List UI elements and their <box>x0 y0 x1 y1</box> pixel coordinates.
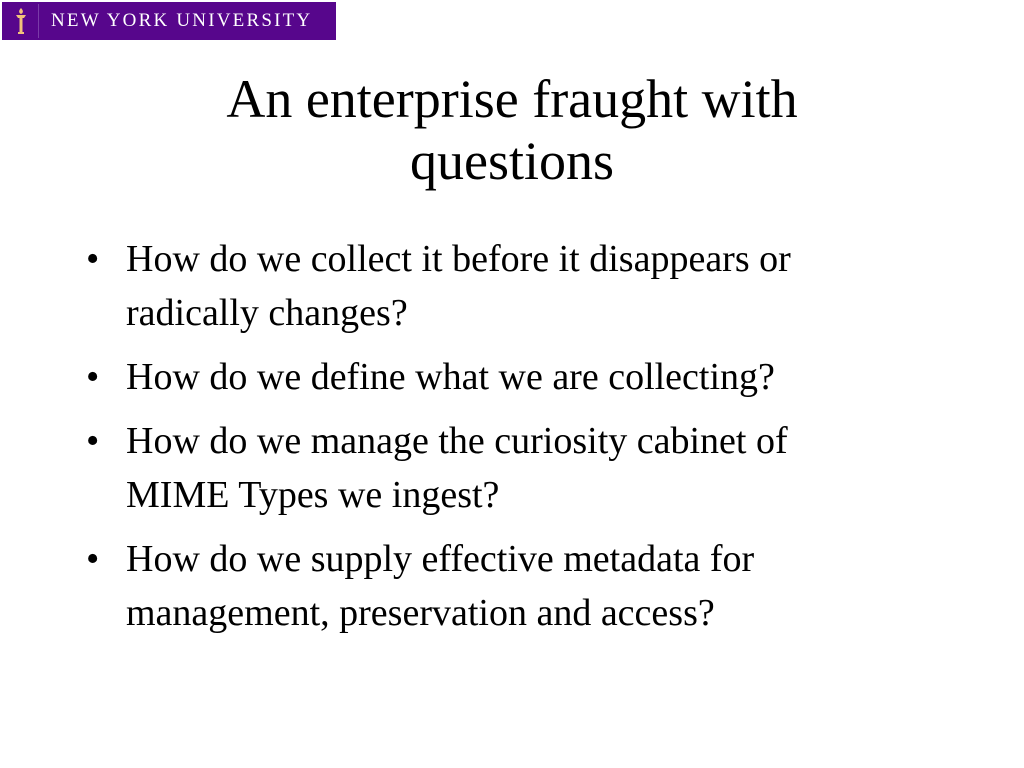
bullet-item <box>86 232 956 340</box>
bullet-line: radically changes? <box>126 292 408 334</box>
bullet-line: How do we collect it before it disappears or <box>126 238 791 280</box>
title-line: questions <box>409 131 614 191</box>
slide-title <box>0 68 1024 192</box>
bullet-line: MIME Types we ingest? <box>126 474 500 516</box>
bullet-item <box>86 532 956 640</box>
bullet-line: management, preservation and access? <box>126 592 715 634</box>
bullet-item <box>86 414 956 522</box>
torch-icon <box>4 4 39 38</box>
bullet-icon: • <box>86 356 100 398</box>
bullet-item <box>86 350 956 404</box>
bullet-icon: • <box>86 420 100 462</box>
bullet-icon: • <box>86 538 100 580</box>
bullet-list <box>86 232 956 650</box>
bullet-line: How do we define what we are collecting? <box>126 356 775 398</box>
title-line: An enterprise fraught with <box>226 69 798 129</box>
bullet-icon: • <box>86 238 100 280</box>
university-name: NEW YORK UNIVERSITY <box>51 10 313 31</box>
bullet-line: How do we manage the curiosity cabinet of <box>126 420 788 462</box>
nyu-logo-banner <box>2 2 336 40</box>
bullet-line: How do we supply effective metadata for <box>126 538 755 580</box>
